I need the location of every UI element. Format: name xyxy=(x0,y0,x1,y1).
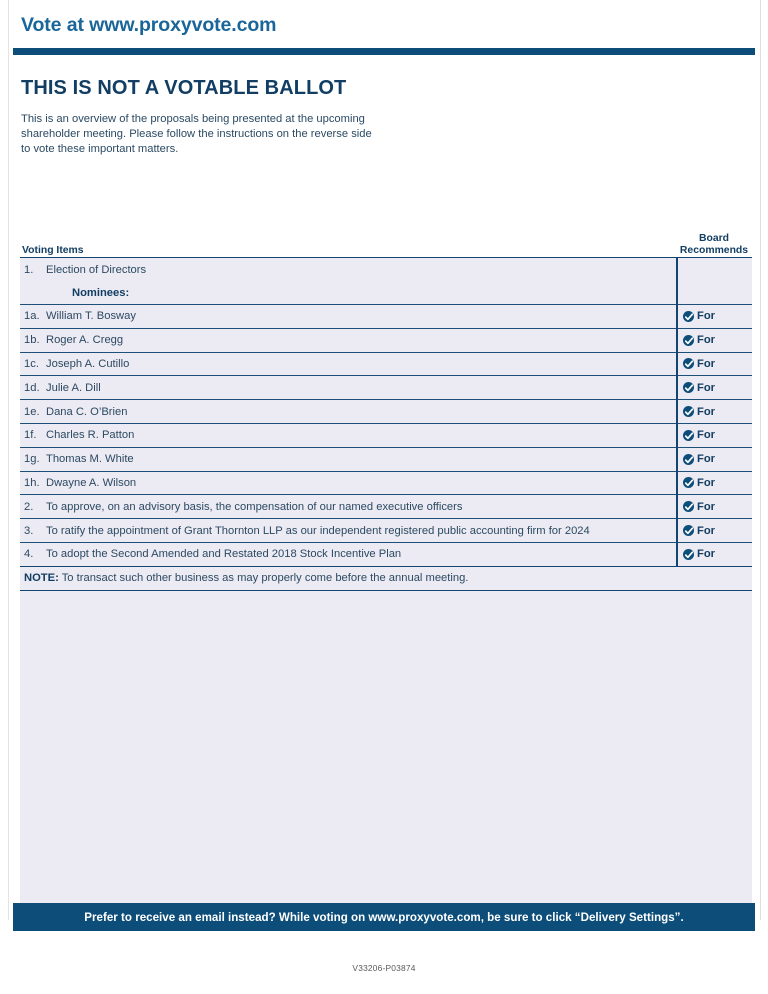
recommendation-label: For xyxy=(697,453,716,466)
row-recommendation xyxy=(676,358,752,370)
row-number: 1f. xyxy=(24,429,37,442)
row-number: 1. xyxy=(24,263,34,276)
row-number: 1h. xyxy=(24,476,40,489)
intro-paragraph: This is an overview of the proposals being presented at the upcoming shareholder meeting. Please follow the instructions on the reverse side to vote these important matters. xyxy=(21,113,372,156)
row-number: 1c. xyxy=(24,357,39,370)
note-body: To transact such other business as may properly come before the annual meeting. xyxy=(58,572,469,585)
table-row-item-1 xyxy=(20,258,752,281)
table-row-proposal xyxy=(20,495,752,519)
header-divider-rule xyxy=(13,48,755,55)
table-row-nominee xyxy=(20,353,752,377)
row-recommendation xyxy=(676,548,752,560)
recommendation-label: For xyxy=(697,310,716,323)
table-row-nominee xyxy=(20,400,752,424)
row-label: Charles R. Patton xyxy=(46,429,135,442)
column-header-voting-items: Voting Items xyxy=(22,245,84,256)
table-row-proposal xyxy=(20,519,752,543)
recommendation-label: For xyxy=(697,405,716,418)
check-circle-icon xyxy=(683,430,694,441)
recommendation-label: For xyxy=(697,334,716,347)
table-row-proposal xyxy=(20,543,752,566)
row-label: William T. Bosway xyxy=(46,310,136,323)
check-circle-icon xyxy=(683,335,694,346)
row-label: Election of Directors xyxy=(46,263,147,276)
board-recommends-line-1: Board xyxy=(698,233,730,244)
row-label: Thomas M. White xyxy=(46,453,134,466)
page-edge-left xyxy=(8,0,9,920)
row-label: Joseph A. Cutillo xyxy=(46,357,130,370)
note-row xyxy=(20,566,752,591)
check-circle-icon xyxy=(683,406,694,417)
row-label: Julie A. Dill xyxy=(46,381,101,394)
table-column-headers xyxy=(20,233,752,257)
table-row-nominees-heading xyxy=(20,281,752,305)
row-number: 1a. xyxy=(24,310,40,323)
row-label: Dwayne A. Wilson xyxy=(46,476,137,489)
document-code: V33206-P03874 xyxy=(352,963,416,973)
row-recommendation xyxy=(676,453,752,465)
check-circle-icon xyxy=(683,358,694,369)
row-number: 3. xyxy=(24,524,34,537)
table-row-nominee xyxy=(20,305,752,329)
column-header-board-recommends xyxy=(676,233,752,256)
headline: THIS IS NOT A VOTABLE BALLOT xyxy=(21,77,347,99)
row-label: To approve, on an advisory basis, the compensation of our named executive officers xyxy=(46,500,463,513)
check-circle-icon xyxy=(683,382,694,393)
row-recommendation xyxy=(676,477,752,489)
board-recommends-line-2: Recommends xyxy=(679,244,749,256)
row-recommendation xyxy=(676,310,752,322)
check-circle-icon xyxy=(683,501,694,512)
table-row-nominee xyxy=(20,448,752,472)
row-number: 2. xyxy=(24,500,34,513)
row-number: 1g. xyxy=(24,453,40,466)
row-recommendation xyxy=(676,382,752,394)
table-row-nominee xyxy=(20,424,752,448)
row-label: Dana C. O’Brien xyxy=(46,405,128,418)
table-row-nominee xyxy=(20,472,752,496)
row-recommendation xyxy=(676,429,752,441)
footer-text: Prefer to receive an email instead? While voting on www.proxyvote.com, be sure to click “Delivery Settings”. xyxy=(84,910,684,924)
check-circle-icon xyxy=(683,549,694,560)
recommendation-label: For xyxy=(697,476,716,489)
row-number: 1e. xyxy=(24,405,40,418)
row-recommendation xyxy=(676,525,752,537)
recommendation-label: For xyxy=(697,524,716,537)
nominees-label: Nominees: xyxy=(72,286,130,299)
row-label: To adopt the Second Amended and Restated 2018 Stock Incentive Plan xyxy=(46,548,402,561)
recommendation-label: For xyxy=(697,548,716,561)
row-recommendation xyxy=(676,501,752,513)
row-number: 1b. xyxy=(24,334,40,347)
note-text xyxy=(20,572,468,584)
row-number: 4. xyxy=(24,548,34,561)
row-label: Roger A. Cregg xyxy=(46,334,124,347)
row-number: 1d. xyxy=(24,381,40,394)
recommendation-label: For xyxy=(697,381,716,394)
row-label: To ratify the appointment of Grant Thornton LLP as our independent registered public accounting firm for 2024 xyxy=(46,524,590,537)
row-recommendation xyxy=(676,406,752,418)
footer-banner xyxy=(13,903,755,931)
table-row-nominee xyxy=(20,376,752,400)
check-circle-icon xyxy=(683,477,694,488)
row-recommendation xyxy=(676,334,752,346)
table-row-nominee xyxy=(20,329,752,353)
voting-items-table xyxy=(20,233,752,905)
recommendation-label: For xyxy=(697,500,716,513)
note-prefix: NOTE: xyxy=(24,572,59,585)
recommends-column-divider xyxy=(676,258,678,566)
table-body xyxy=(20,257,752,566)
page-title: Vote at www.proxyvote.com xyxy=(21,14,277,36)
page-edge-right xyxy=(760,0,761,920)
check-circle-icon xyxy=(683,311,694,322)
recommendation-label: For xyxy=(697,357,716,370)
recommendation-label: For xyxy=(697,429,716,442)
check-circle-icon xyxy=(683,454,694,465)
check-circle-icon xyxy=(683,525,694,536)
empty-shaded-area xyxy=(20,591,752,905)
